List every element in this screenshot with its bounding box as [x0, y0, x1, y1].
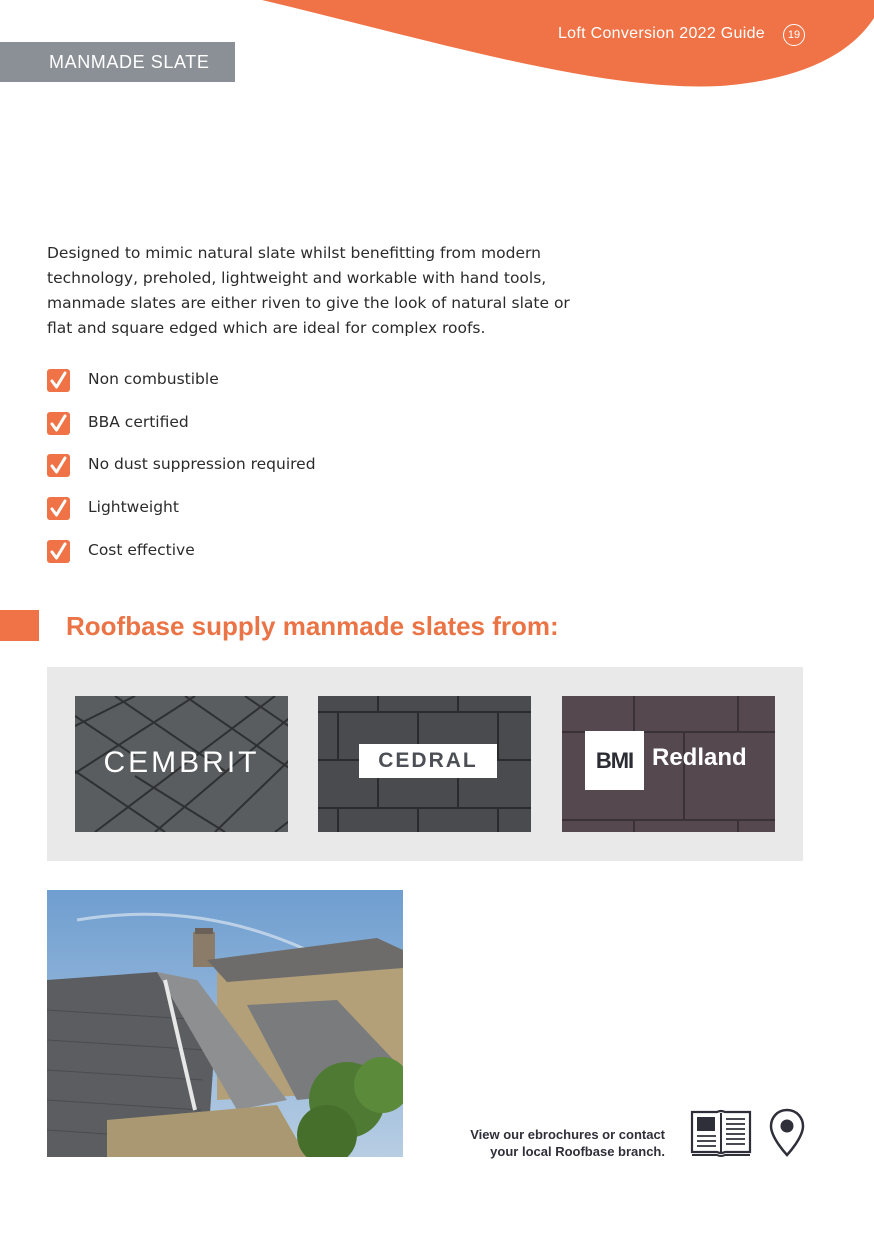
feature-label: Non combustible — [88, 370, 219, 388]
ebrochure-book-icon[interactable] — [689, 1108, 753, 1158]
guide-title: Loft Conversion 2022 Guide — [557, 25, 765, 42]
bmi-logo-mark: BMI — [585, 731, 644, 790]
brand-logo-cedral — [318, 696, 531, 832]
slate-roof-house-photo — [47, 890, 403, 1157]
brand-logo-cembrit — [75, 696, 288, 832]
heading-accent-bar — [0, 610, 39, 641]
section-label: MANMADE SLATE — [0, 42, 235, 82]
check-icon — [47, 454, 70, 477]
brand-logo-bmi-redland — [562, 696, 775, 832]
cembrit-wordmark: CEMBRIT — [103, 746, 260, 779]
supply-heading: Roofbase supply manmade slates from: — [66, 611, 559, 641]
redland-wordmark: Redland — [652, 744, 747, 771]
check-icon — [47, 540, 70, 563]
feature-label: No dust suppression required — [88, 455, 316, 474]
cta-line-1: View our ebrochures or contact — [470, 1127, 665, 1142]
check-icon — [47, 497, 70, 520]
cta-text — [420, 1126, 665, 1160]
check-icon — [47, 369, 70, 392]
location-pin-icon[interactable] — [769, 1108, 805, 1158]
feature-label: Cost effective — [88, 540, 195, 559]
feature-label: Lightweight — [88, 498, 179, 517]
check-icon — [47, 412, 70, 435]
feature-label: BBA certified — [88, 412, 189, 431]
intro-paragraph: Designed to mimic natural slate whilst benefitting from modern technology, preholed, lightweight and workable with hand tools, manmade slates are either riven to give the look of natural slate or flat and square edged which are ideal for complex roofs. — [47, 244, 570, 337]
brand-logo-panel — [47, 667, 803, 861]
cedral-wordmark: CEDRAL — [359, 744, 497, 778]
page-number: 19 — [783, 24, 805, 46]
cta-line-2: your local Roofbase branch. — [490, 1144, 665, 1159]
